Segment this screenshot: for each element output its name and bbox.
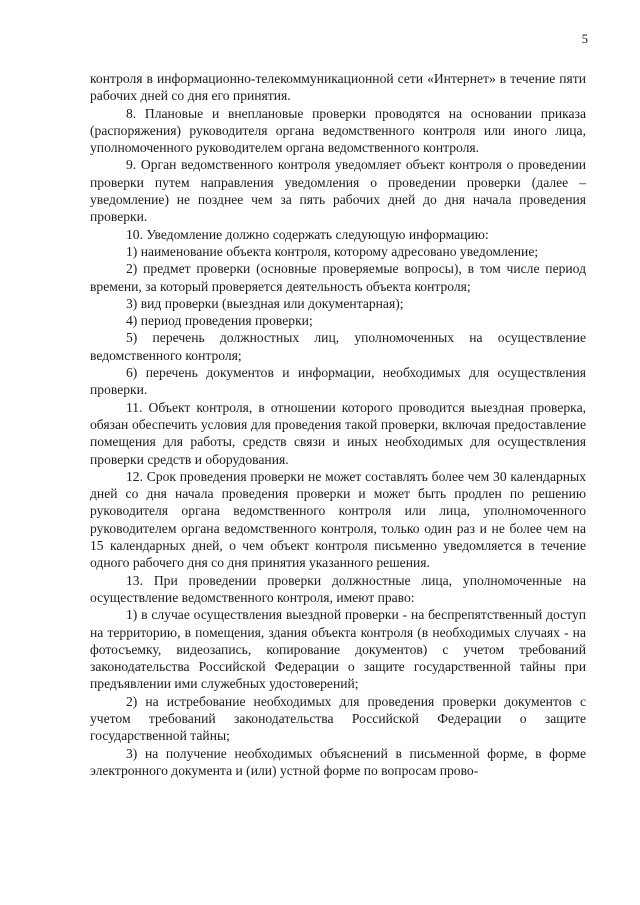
paragraph-10-item-6: 6) перечень документов и информации, необходимых для осуществления проверки. xyxy=(90,365,586,398)
paragraph-12: 12. Срок проведения проверки не может составлять более чем 30 календарных дней со дня начала проведения проверки и может быть продлен по решению руководителя органа ведомственного контроля или лица, уполномоченного руководителем органа ведомственного контроля, только один раз и не более чем на 15 календарных дней, о чем объект контроля письменно уведомляется в течение одного рабочего дня со дня принятия указанного решения. xyxy=(90,468,586,571)
paragraph-13: 13. При проведении проверки должностные лица, уполномоченные на осуществление ведомственного контроля, имеют право: xyxy=(90,572,586,605)
paragraph-10-item-1: 1) наименование объекта контроля, которому адресовано уведомление; xyxy=(126,243,539,259)
paragraph-10-item-3: 3) вид проверки (выездная или документарная); xyxy=(126,295,404,311)
paragraph-8: 8. Плановые и внеплановые проверки проводятся на основании приказа (распоряжения) руководителя органа ведомственного контроля или иного лица, уполномоченного руководителем органа ведомственного контроля. xyxy=(90,105,586,156)
paragraph-10-item-2: 2) предмет проверки (основные проверяемые вопросы), в том числе период времени, за который проверяется деятельность объекта контроля; xyxy=(90,261,586,294)
paragraph-9: 9. Орган ведомственного контроля уведомляет объект контроля о проведении проверки путем направления уведомления о проведении проверки (далее – уведомление) не позднее чем за пять рабочих дней до дня начала проведения проверки. xyxy=(90,157,586,225)
paragraph-13-item-1: 1) в случае осуществления выездной проверки - на беспрепятственный доступ на территорию, в помещения, здания объекта контроля (в необходимых случаях - на фотосъемку, видеозапись, копирование документов) с учетом требований законодательства Российской Федерации о защите государственной тайны при предъявлении ими служебных удостоверений; xyxy=(90,607,586,692)
paragraph-13-item-3: 3) на получение необходимых объяснений в письменной форме, в форме электронного документа и (или) устной форме по вопросам прово- xyxy=(90,745,586,778)
document-body xyxy=(90,70,586,779)
paragraph-continuation: контроля в информационно-телекоммуникационной сети «Интернет» в течение пяти рабочих дней со дня его принятия. xyxy=(90,71,586,104)
paragraph-10-item-5: 5) перечень должностных лиц, уполномоченных на осуществление ведомственного контроля; xyxy=(90,330,586,363)
paragraph-10: 10. Уведомление должно содержать следующую информацию: xyxy=(126,226,489,242)
paragraph-11: 11. Объект контроля, в отношении которого проводится выездная проверка, обязан обеспечить условия для проведения такой проверки, включая предоставление помещения для работы, средств связи и иных необходимых для осуществления проверки средств и оборудования. xyxy=(90,399,586,467)
page-number: 5 xyxy=(581,32,588,46)
paragraph-13-item-2: 2) на истребование необходимых для проведения проверки документов с учетом требований законодательства Российской Федерации о защите государственной тайны; xyxy=(90,693,586,744)
paragraph-10-item-4: 4) период проведения проверки; xyxy=(126,313,313,329)
